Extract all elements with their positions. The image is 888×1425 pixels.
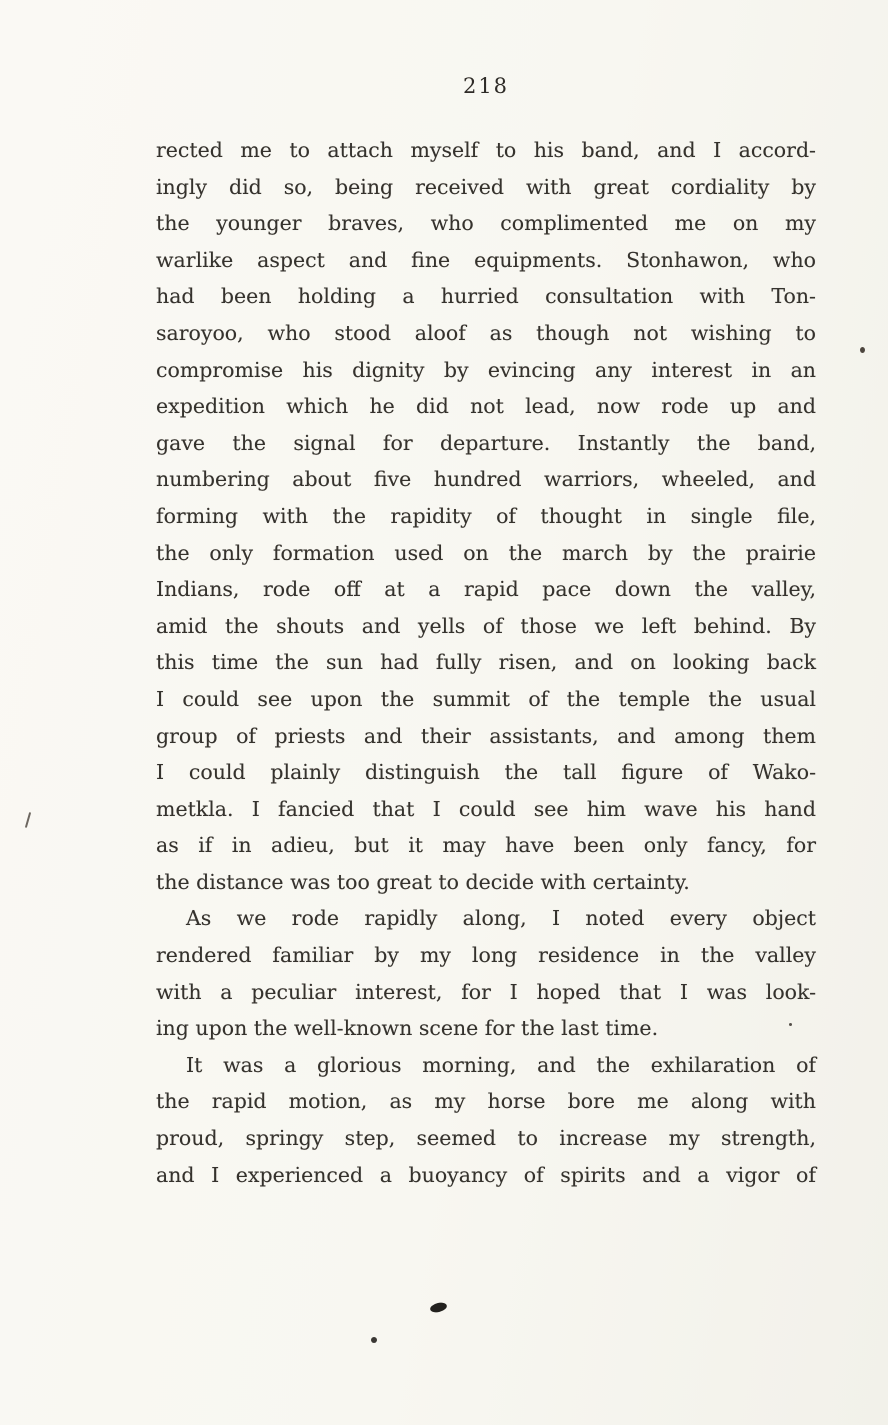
paragraph bbox=[156, 900, 816, 1046]
scan-speck bbox=[860, 347, 865, 353]
scan-dot bbox=[789, 1023, 792, 1026]
text-line: ing upon the well-known scene for the last time. bbox=[156, 1016, 659, 1041]
text-line: saroyoo, who stood aloof as though not wishing to bbox=[156, 320, 816, 345]
text-line: the younger braves, who complimented me on my bbox=[156, 211, 816, 236]
ink-dot bbox=[371, 1337, 377, 1343]
text-line: I could plainly distinguish the tall figure of Wako- bbox=[156, 760, 816, 785]
text-line: Indians, rode off at a rapid pace down the valley, bbox=[156, 577, 816, 602]
text-line: numbering about five hundred warriors, wheeled, and bbox=[156, 467, 816, 492]
text-line: expedition which he did not lead, now rode up and bbox=[156, 394, 816, 419]
text-line: forming with the rapidity of thought in single file, bbox=[156, 503, 816, 528]
stray-mark bbox=[25, 812, 31, 828]
text-line: warlike aspect and fine equipments. Stonhawon, who bbox=[156, 247, 816, 272]
text-block bbox=[156, 132, 816, 1193]
paragraph bbox=[156, 1047, 816, 1193]
text-line: rected me to attach myself to his band, and I accord- bbox=[156, 138, 816, 162]
text-line: proud, springy step, seemed to increase my strength, bbox=[156, 1126, 816, 1151]
text-line: As we rode rapidly along, I noted every object bbox=[186, 906, 816, 931]
text-line: It was a glorious morning, and the exhilaration of bbox=[186, 1052, 816, 1077]
text-line: amid the shouts and yells of those we left behind. By bbox=[156, 613, 816, 638]
text-line: had been holding a hurried consultation with Ton- bbox=[156, 284, 816, 309]
text-line: the rapid motion, as my horse bore me along with bbox=[156, 1089, 816, 1114]
text-line: and I experienced a buoyancy of spirits and a vigor of bbox=[156, 1162, 816, 1187]
text-line: compromise his dignity by evincing any interest in an bbox=[156, 357, 816, 382]
page-number: 218 bbox=[462, 74, 510, 98]
text-line: I could see upon the summit of the temple the usual bbox=[156, 686, 816, 711]
text-line: rendered familiar by my long residence in the valley bbox=[156, 943, 816, 968]
text-line: the distance was too great to decide with certainty. bbox=[156, 869, 690, 894]
text-line: group of priests and their assistants, and among them bbox=[156, 723, 816, 748]
paragraph bbox=[156, 132, 816, 900]
text-line: with a peculiar interest, for I hoped that I was look- bbox=[156, 979, 816, 1004]
text-line: ingly did so, being received with great cordiality by bbox=[156, 174, 816, 199]
text-line: this time the sun had fully risen, and on looking back bbox=[156, 650, 816, 675]
text-line: the only formation used on the march by the prairie bbox=[156, 540, 816, 565]
text-line: metkla. I fancied that I could see him wave his hand bbox=[156, 796, 816, 821]
text-line: gave the signal for departure. Instantly the band, bbox=[156, 430, 816, 455]
ink-blot bbox=[429, 1301, 448, 1314]
text-line: as if in adieu, but it may have been only fancy, for bbox=[156, 833, 816, 858]
